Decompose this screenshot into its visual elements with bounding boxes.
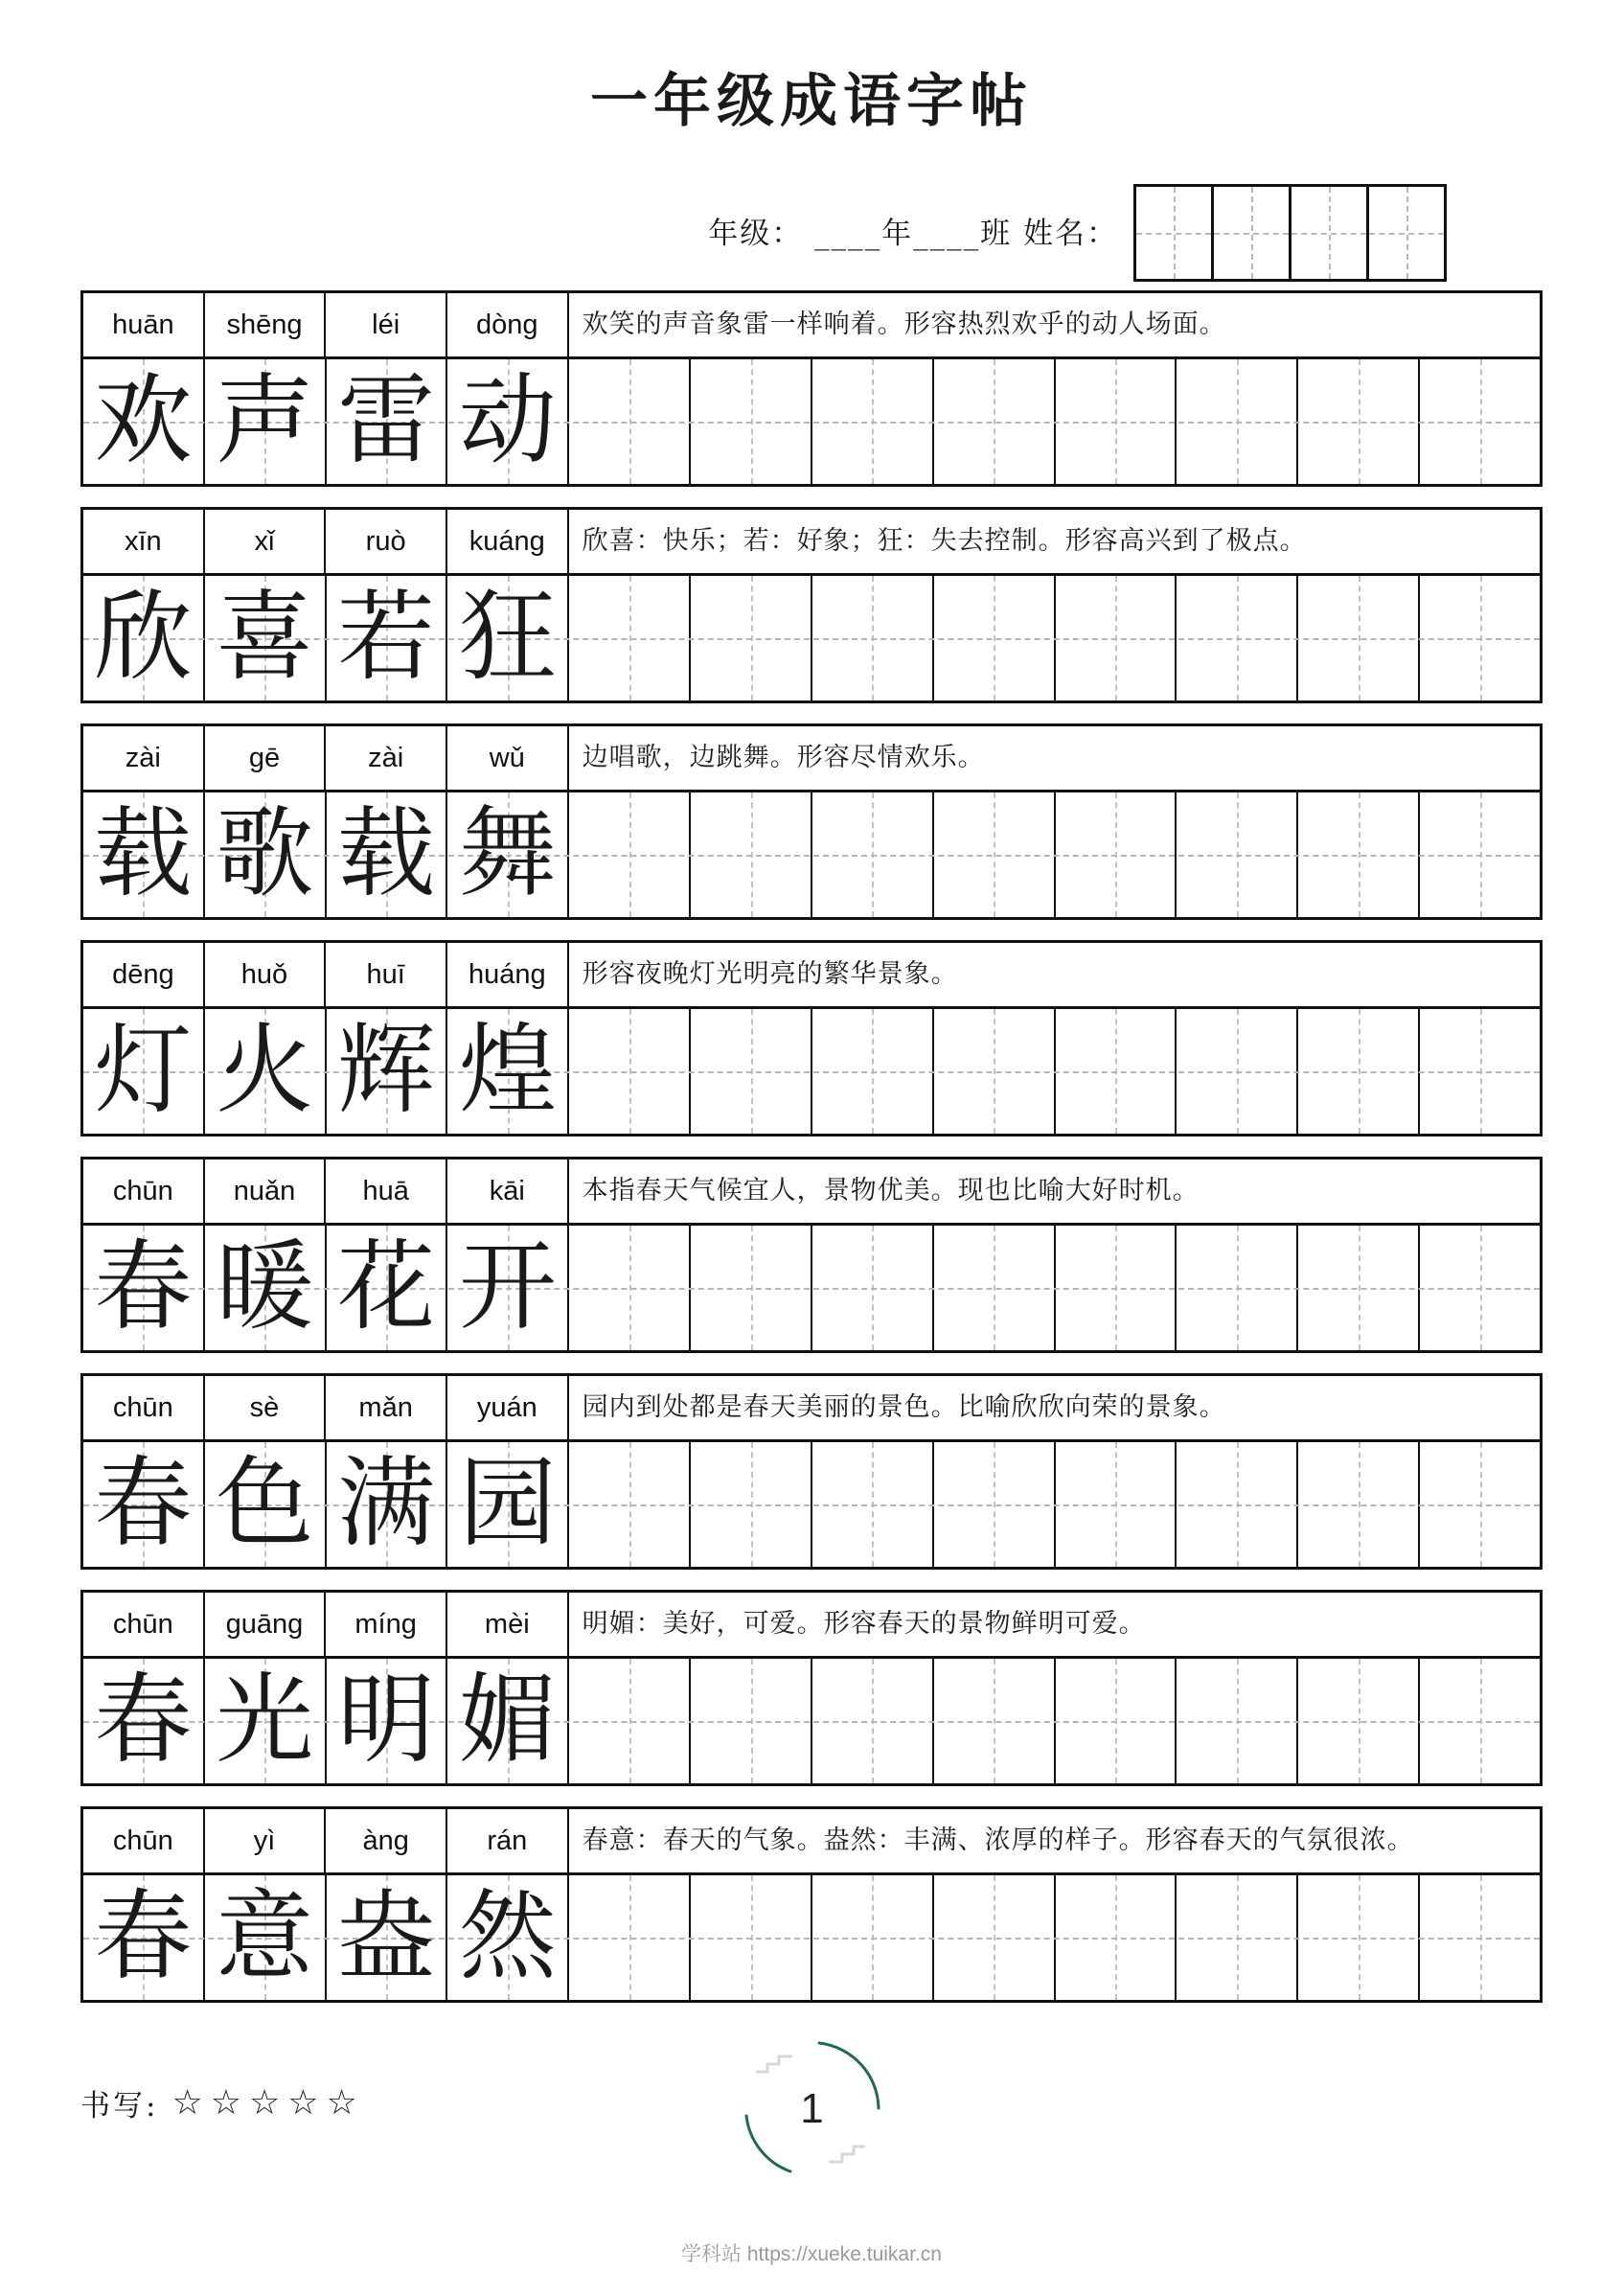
character-cell — [205, 359, 327, 484]
pinyin-cell: gē — [205, 726, 327, 790]
practice-cell — [1056, 1009, 1177, 1134]
pinyin-cell: shēng — [205, 293, 327, 356]
practice-cell — [1298, 1009, 1420, 1134]
practice-cell — [1056, 1875, 1177, 2000]
practice-cell — [934, 359, 1056, 484]
practice-cell — [569, 1875, 691, 2000]
idiom-character: 春 — [94, 1880, 193, 1994]
character-practice-row — [83, 792, 1540, 917]
practice-cell — [569, 792, 691, 917]
practice-cell — [1056, 1226, 1177, 1350]
practice-cell — [1420, 1659, 1540, 1783]
practice-cell — [812, 1009, 934, 1134]
idiom-character: 歌 — [216, 797, 314, 911]
character-cell — [83, 1009, 205, 1134]
practice-cell — [1420, 1875, 1540, 2000]
idiom-block — [80, 290, 1543, 487]
page-number-decoration — [733, 2030, 891, 2188]
character-cell — [83, 1226, 205, 1350]
pinyin-and-explanation-row — [83, 293, 1540, 359]
pinyin-cell: kāi — [447, 1159, 569, 1223]
practice-cell — [569, 359, 691, 484]
idiom-character: 动 — [458, 364, 557, 478]
pinyin-cell: xǐ — [205, 510, 327, 573]
character-cell — [83, 1875, 205, 2000]
character-cell — [327, 576, 448, 700]
character-practice-row — [83, 1009, 1540, 1134]
explanation-text: 欢笑的声音象雷一样响着。形容热烈欢乎的动人场面。 — [582, 310, 1226, 340]
idiom-character: 春 — [94, 1664, 193, 1778]
character-cell — [327, 1659, 448, 1783]
explanation-text: 春意：春天的气象。盎然：丰满、浓厚的样子。形容春天的气氛很浓。 — [582, 1825, 1414, 1856]
idiom-block — [80, 507, 1543, 703]
idiom-character: 开 — [458, 1230, 557, 1344]
character-cell — [205, 792, 327, 917]
idiom-block — [80, 1806, 1543, 2003]
practice-cell — [569, 1226, 691, 1350]
character-cell — [327, 1226, 448, 1350]
pinyin-cell: chūn — [83, 1376, 205, 1439]
explanation-text: 明媚：美好，可爱。形容春天的景物鲜明可爱。 — [582, 1609, 1146, 1640]
pinyin-cell: huān — [83, 293, 205, 356]
practice-cell — [812, 359, 934, 484]
practice-cell — [1298, 1226, 1420, 1350]
grade-class-name-labels: 年级： ____年____班 姓名： — [708, 216, 1118, 251]
character-cell — [83, 1442, 205, 1567]
idiom-block — [80, 1157, 1543, 1353]
idiom-character: 煌 — [458, 1014, 557, 1128]
practice-cell — [691, 1226, 812, 1350]
idiom-character: 满 — [337, 1447, 436, 1561]
name-box — [1211, 184, 1292, 282]
practice-cell — [1056, 792, 1177, 917]
idiom-character: 媚 — [458, 1664, 557, 1778]
practice-cell — [812, 1442, 934, 1567]
idiom-block — [80, 1373, 1543, 1570]
pinyin-cell: yì — [205, 1809, 327, 1872]
practice-cell — [691, 792, 812, 917]
character-cell — [83, 1659, 205, 1783]
practice-cell — [1056, 1659, 1177, 1783]
practice-cell — [812, 1226, 934, 1350]
practice-cell — [1420, 1226, 1540, 1350]
idiom-block — [80, 723, 1543, 920]
pinyin-and-explanation-row — [83, 943, 1540, 1009]
character-cell — [327, 1875, 448, 2000]
practice-cell — [1177, 1009, 1298, 1134]
practice-cell — [691, 1659, 812, 1783]
idiom-character: 喜 — [216, 581, 314, 695]
practice-cell — [569, 1009, 691, 1134]
character-cell — [205, 1875, 327, 2000]
character-cell — [83, 359, 205, 484]
pinyin-cell: huǒ — [205, 943, 327, 1006]
idiom-character: 光 — [216, 1664, 314, 1778]
pinyin-and-explanation-row — [83, 1593, 1540, 1659]
practice-cell — [1177, 1226, 1298, 1350]
pinyin-cell: guāng — [205, 1593, 327, 1656]
idiom-character: 园 — [458, 1447, 557, 1561]
pinyin-cell: wǔ — [447, 726, 569, 790]
pinyin-cell: xīn — [83, 510, 205, 573]
idiom-character: 载 — [337, 797, 436, 911]
character-cell — [83, 792, 205, 917]
pinyin-cell: rán — [447, 1809, 569, 1872]
practice-cell — [691, 1442, 812, 1567]
pinyin-cell: kuáng — [447, 510, 569, 573]
pinyin-cell: míng — [326, 1593, 447, 1656]
character-cell — [327, 1442, 448, 1567]
practice-cell — [1420, 1009, 1540, 1134]
practice-cell — [1177, 359, 1298, 484]
idiom-character: 盎 — [337, 1880, 436, 1994]
character-cell — [327, 1009, 448, 1134]
character-practice-row — [83, 1442, 1540, 1567]
character-cell — [447, 1442, 569, 1567]
practice-cell — [1177, 792, 1298, 917]
pinyin-cell: àng — [326, 1809, 447, 1872]
idiom-character: 灯 — [94, 1014, 193, 1128]
practice-cell — [1298, 359, 1420, 484]
practice-cell — [934, 1009, 1056, 1134]
practice-cell — [1056, 359, 1177, 484]
character-cell — [205, 1442, 327, 1567]
idiom-character: 欣 — [94, 581, 193, 695]
practice-cell — [1177, 1659, 1298, 1783]
name-box — [1289, 184, 1369, 282]
practice-cell — [1298, 1442, 1420, 1567]
character-cell — [205, 576, 327, 700]
character-cell — [447, 359, 569, 484]
explanation-text: 边唱歌，边跳舞。形容尽情欢乐。 — [582, 743, 985, 773]
practice-cell — [934, 576, 1056, 700]
idiom-character: 色 — [216, 1447, 314, 1561]
idiom-block — [80, 940, 1543, 1137]
explanation-text: 欣喜：快乐；若：好象；狂：失去控制。形容高兴到了极点。 — [582, 526, 1307, 557]
pinyin-cell: dòng — [447, 293, 569, 356]
practice-cell — [934, 1442, 1056, 1567]
page-number: 1 — [800, 2084, 824, 2132]
practice-cell — [691, 359, 812, 484]
character-cell — [205, 1009, 327, 1134]
practice-cell — [1177, 576, 1298, 700]
rating-stars: ☆☆☆☆☆ — [171, 2083, 365, 2123]
practice-cell — [569, 1442, 691, 1567]
character-practice-row — [83, 576, 1540, 700]
practice-cell — [1177, 1875, 1298, 2000]
character-cell — [205, 1226, 327, 1350]
character-practice-row — [83, 1226, 1540, 1350]
practice-cell — [1298, 1659, 1420, 1783]
idiom-character: 雷 — [337, 364, 436, 478]
pinyin-cell: zài — [83, 726, 205, 790]
writing-rating — [80, 2081, 365, 2124]
idiom-character: 舞 — [458, 797, 557, 911]
pinyin-cell: huī — [326, 943, 447, 1006]
pinyin-cell: chūn — [83, 1159, 205, 1223]
idiom-character: 暖 — [216, 1230, 314, 1344]
idiom-block — [80, 1590, 1543, 1786]
pinyin-cell: ruò — [326, 510, 447, 573]
meta-row — [0, 184, 1447, 282]
pinyin-cell: mǎn — [326, 1376, 447, 1439]
practice-cell — [812, 576, 934, 700]
practice-cell — [934, 1659, 1056, 1783]
idiom-character: 若 — [337, 581, 436, 695]
writing-label: 书写: — [80, 2089, 159, 2124]
character-cell — [447, 1659, 569, 1783]
pinyin-cell: dēng — [83, 943, 205, 1006]
pinyin-and-explanation-row — [83, 1159, 1540, 1226]
pinyin-cell: huā — [326, 1159, 447, 1223]
pinyin-cell: yuán — [447, 1376, 569, 1439]
practice-cell — [691, 576, 812, 700]
practice-cell — [1056, 576, 1177, 700]
footer-site-link: 学科站 https://xueke.tuikar.cn — [681, 2243, 942, 2265]
pinyin-cell: chūn — [83, 1809, 205, 1872]
practice-cell — [812, 792, 934, 917]
practice-cell — [691, 1009, 812, 1134]
idiom-blocks — [80, 290, 1543, 2023]
pinyin-cell: huáng — [447, 943, 569, 1006]
practice-cell — [934, 792, 1056, 917]
pinyin-cell: zài — [326, 726, 447, 790]
character-practice-row — [83, 1659, 1540, 1783]
practice-cell — [1420, 359, 1540, 484]
name-box — [1133, 184, 1214, 282]
character-cell — [447, 1875, 569, 2000]
pinyin-cell: léi — [326, 293, 447, 356]
name-box — [1366, 184, 1447, 282]
character-cell — [447, 1009, 569, 1134]
idiom-character: 花 — [337, 1230, 436, 1344]
practice-cell — [569, 576, 691, 700]
practice-cell — [812, 1875, 934, 2000]
character-cell — [447, 576, 569, 700]
practice-cell — [1420, 576, 1540, 700]
practice-cell — [1298, 792, 1420, 917]
idiom-character: 春 — [94, 1447, 193, 1561]
idiom-character: 然 — [458, 1880, 557, 1994]
idiom-character: 意 — [216, 1880, 314, 1994]
practice-cell — [691, 1875, 812, 2000]
idiom-character: 狂 — [458, 581, 557, 695]
name-box-grid — [1133, 184, 1447, 282]
character-cell — [447, 1226, 569, 1350]
explanation-text: 形容夜晚灯光明亮的繁华景象。 — [582, 959, 958, 990]
practice-cell — [1298, 576, 1420, 700]
practice-cell — [934, 1226, 1056, 1350]
pinyin-and-explanation-row — [83, 1376, 1540, 1442]
pinyin-cell: chūn — [83, 1593, 205, 1656]
character-practice-row — [83, 359, 1540, 484]
practice-cell — [934, 1875, 1056, 2000]
character-cell — [205, 1659, 327, 1783]
practice-cell — [569, 1659, 691, 1783]
pinyin-and-explanation-row — [83, 510, 1540, 576]
practice-cell — [1056, 1442, 1177, 1567]
explanation-text: 园内到处都是春天美丽的景色。比喻欣欣向荣的景象。 — [582, 1392, 1226, 1423]
pinyin-cell: mèi — [447, 1593, 569, 1656]
explanation-text: 本指春天气候宜人，景物优美。现也比喻大好时机。 — [582, 1176, 1200, 1206]
idiom-character: 明 — [337, 1664, 436, 1778]
pinyin-and-explanation-row — [83, 1809, 1540, 1875]
idiom-character: 辉 — [337, 1014, 436, 1128]
practice-cell — [812, 1659, 934, 1783]
idiom-character: 声 — [216, 364, 314, 478]
character-cell — [327, 359, 448, 484]
practice-cell — [1420, 1442, 1540, 1567]
character-cell — [327, 792, 448, 917]
character-practice-row — [83, 1875, 1540, 2000]
idiom-character: 火 — [216, 1014, 314, 1128]
idiom-character: 载 — [94, 797, 193, 911]
page-title: 一年级成语字帖 — [590, 68, 1033, 135]
practice-cell — [1177, 1442, 1298, 1567]
character-cell — [447, 792, 569, 917]
practice-cell — [1298, 1875, 1420, 2000]
character-cell — [83, 576, 205, 700]
idiom-character: 春 — [94, 1230, 193, 1344]
pinyin-cell: nuǎn — [205, 1159, 327, 1223]
idiom-character: 欢 — [94, 364, 193, 478]
pinyin-cell: sè — [205, 1376, 327, 1439]
practice-cell — [1420, 792, 1540, 917]
pinyin-and-explanation-row — [83, 726, 1540, 792]
